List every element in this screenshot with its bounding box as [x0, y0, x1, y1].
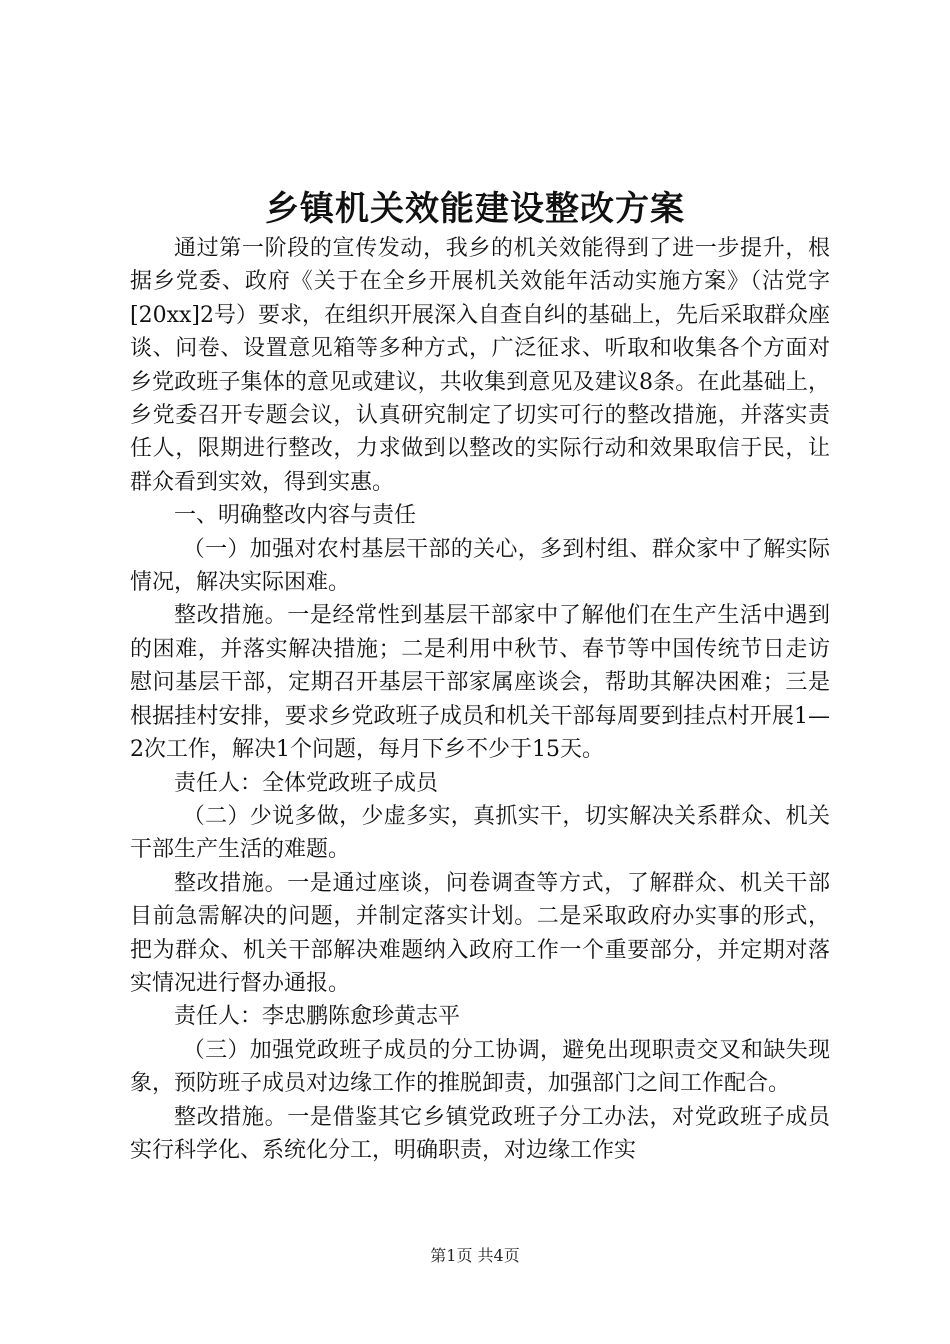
intro-paragraph: 通过第一阶段的宣传发动，我乡的机关效能得到了进一步提升，根据乡党委、政府《关于在全乡开展机关效能年活动实施方案》（沽党字[20xx]2号）要求，在组织开展深入自查自纠的基础上，先后采取群众座谈、问卷、设置意见箱等多种方式，广泛征求、听取和收集各个方面对乡党政班子集体的意见或建议，共收集到意见及建议8条。在此基础上，乡党委召开专题会议，认真研究制定了切实可行的整改措施，并落实责任人，限期进行整改，力求做到以整改的实际行动和效果取信于民，让群众看到实效，得到实惠。 [130, 236, 830, 495]
document-body [130, 232, 830, 1167]
measures-paragraph-1: 整改措施。一是经常性到基层干部家中了解他们在生产生活中遇到的困难，并落实解决措施；二是利用中秋节、春节等中国传统节日走访慰问基层干部，定期召开基层干部家属座谈会，帮助其解决困难；三是根据挂村安排，要求乡党政班子成员和机关干部每周要到挂点村开展1—2次工作，解决1个问题，每月下乡不少于15天。 [130, 603, 830, 763]
responsible-person-1: 责任人：全体党政班子成员 [174, 770, 439, 796]
section-heading-1: 一、明确整改内容与责任 [174, 503, 417, 529]
responsible-person-2: 责任人：李忠鹏陈愈珍黄志平 [174, 1004, 461, 1030]
measures-paragraph-3: 整改措施。一是借鉴其它乡镇党政班子分工办法，对党政班子成员实行科学化、系统化分工，明确职责，对边缘工作实 [130, 1104, 830, 1163]
measures-paragraph-2: 整改措施。一是通过座谈，问卷调查等方式，了解群众、机关干部目前急需解决的问题，并制定落实计划。二是采取政府办实事的形式，把为群众、机关干部解决难题纳入政府工作一个重要部分，并定期对落实情况进行督办通报。 [130, 870, 830, 996]
item-heading-2: （二）少说多做，少虚多实，真抓实干，切实解决关系群众、机关干部生产生活的难题。 [130, 803, 830, 863]
page-number-footer: 第1页 共4页 [430, 1246, 520, 1265]
item-heading-1: （一）加强对农村基层干部的关心，多到村组、群众家中了解实际情况，解决实际困难。 [130, 536, 830, 596]
item-heading-3: （三）加强党政班子成员的分工协调，避免出现职责交叉和缺失现象，预防班子成员对边缘工作的推脱卸责，加强部门之间工作配合。 [130, 1037, 830, 1097]
document-title: 乡镇机关效能建设整改方案 [265, 189, 685, 229]
